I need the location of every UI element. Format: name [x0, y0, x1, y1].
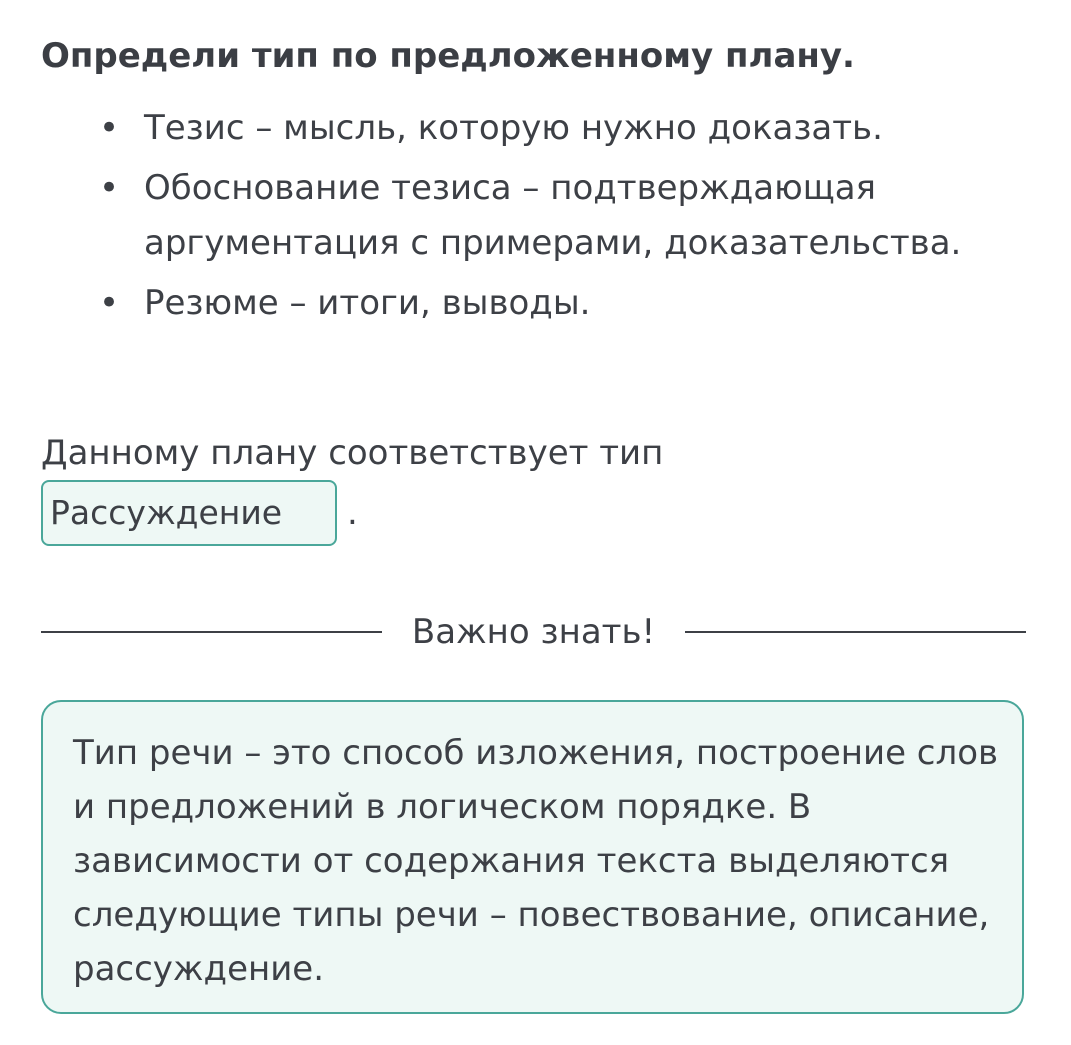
important-heading: Важно знать!	[411, 612, 656, 652]
answer-prompt: Данному плану соответствует тип	[41, 433, 664, 473]
important-divider	[41, 604, 1026, 660]
important-note-text: Тип речи – это способ изложения, построение слов и предложений в логическом порядке. В зависимости от содержания текста выделяются следующие типы речи – повествование, описание, рассуждение.	[73, 733, 999, 989]
divider-line-left	[41, 631, 382, 633]
answer-row	[41, 480, 358, 546]
plan-item-summary	[41, 276, 1026, 331]
plan-item-text: Обоснование тезиса – подтверждающая аргументация с примерами, доказательства.	[144, 168, 962, 263]
important-note-box	[41, 700, 1024, 1014]
plan-item-text: Резюме – итоги, выводы.	[144, 283, 591, 323]
plan-item-justification	[41, 161, 1026, 271]
plan-list	[41, 101, 1026, 336]
bullet-icon: •	[99, 168, 120, 208]
answer-input[interactable]: Рассуждение	[41, 480, 337, 546]
plan-item-thesis	[41, 101, 1026, 156]
answer-trailing-period: .	[347, 493, 358, 533]
divider-line-right	[685, 631, 1026, 633]
bullet-icon: •	[99, 108, 120, 148]
bullet-icon: •	[99, 283, 120, 323]
task-title: Определи тип по предложенному плану.	[41, 36, 855, 76]
plan-item-text: Тезис – мысль, которую нужно доказать.	[144, 108, 883, 148]
